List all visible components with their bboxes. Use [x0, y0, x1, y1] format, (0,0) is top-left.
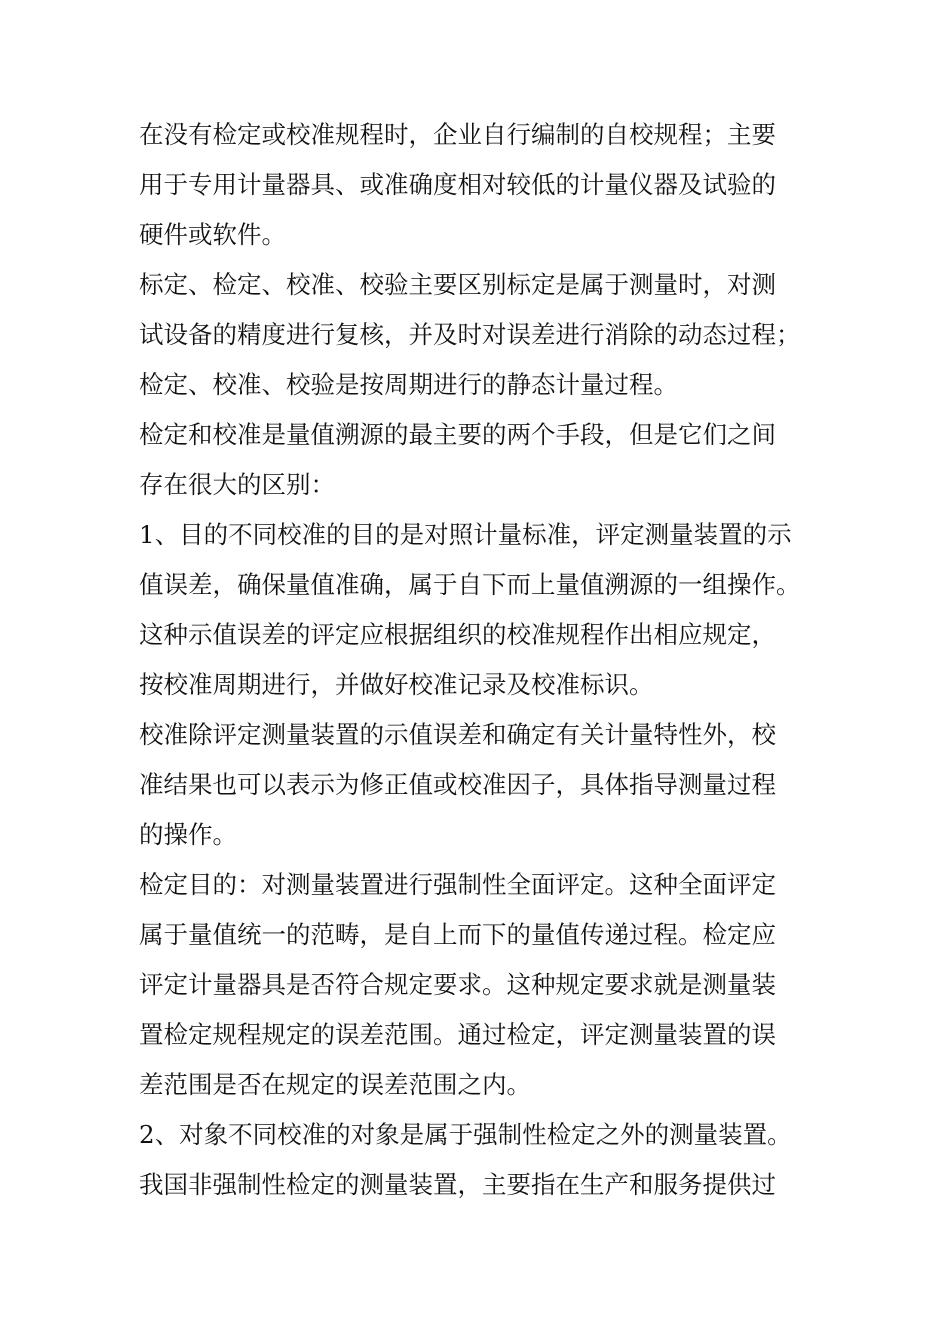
text-line: 属于量值统一的范畴，是自上而下的量值传递过程。检定应 — [139, 920, 776, 949]
text-line: 按校准周期进行，并做好校准记录及校准标识。 — [139, 670, 654, 699]
text-line: 评定计量器具是否符合规定要求。这种规定要求就是测量装 — [139, 970, 776, 999]
text-line: 在没有检定或校准规程时，企业自行编制的自校规程；主要 — [139, 120, 776, 149]
text-line: 校准除评定测量装置的示值误差和确定有关计量特性外，校 — [139, 720, 776, 749]
text-line: 这种示值误差的评定应根据组织的校准规程作出相应规定， — [139, 620, 776, 649]
document-body — [139, 110, 829, 1210]
text-line: 标定、检定、校准、校验主要区别标定是属于测量时，对测 — [139, 270, 776, 299]
text-line: 1、目的不同校准的目的是对照计量标准，评定测量装置的示 — [139, 520, 792, 549]
text-line: 置检定规程规定的误差范围。通过检定，评定测量装置的误 — [139, 1020, 776, 1049]
text-line: 差范围是否在规定的误差范围之内。 — [139, 1070, 531, 1099]
text-line: 存在很大的区别： — [139, 470, 335, 499]
text-line: 硬件或软件。 — [139, 220, 286, 249]
text-line: 的操作。 — [139, 820, 237, 849]
text-line: 用于专用计量器具、或准确度相对较低的计量仪器及试验的 — [139, 170, 776, 199]
text-line: 2、对象不同校准的对象是属于强制性检定之外的测量装置。 — [139, 1120, 792, 1149]
text-line: 检定和校准是量值溯源的最主要的两个手段，但是它们之间 — [139, 420, 776, 449]
text-line: 检定目的：对测量装置进行强制性全面评定。这种全面评定 — [139, 870, 776, 899]
text-line: 我国非强制性检定的测量装置，主要指在生产和服务提供过 — [139, 1170, 776, 1199]
text-line: 准结果也可以表示为修正值或校准因子，具体指导测量过程 — [139, 770, 776, 799]
text-line: 试设备的精度进行复核，并及时对误差进行消除的动态过程； — [139, 320, 801, 349]
text-line: 检定、校准、校验是按周期进行的静态计量过程。 — [139, 370, 678, 399]
text-line: 值误差，确保量值准确，属于自下而上量值溯源的一组操作。 — [139, 570, 801, 599]
